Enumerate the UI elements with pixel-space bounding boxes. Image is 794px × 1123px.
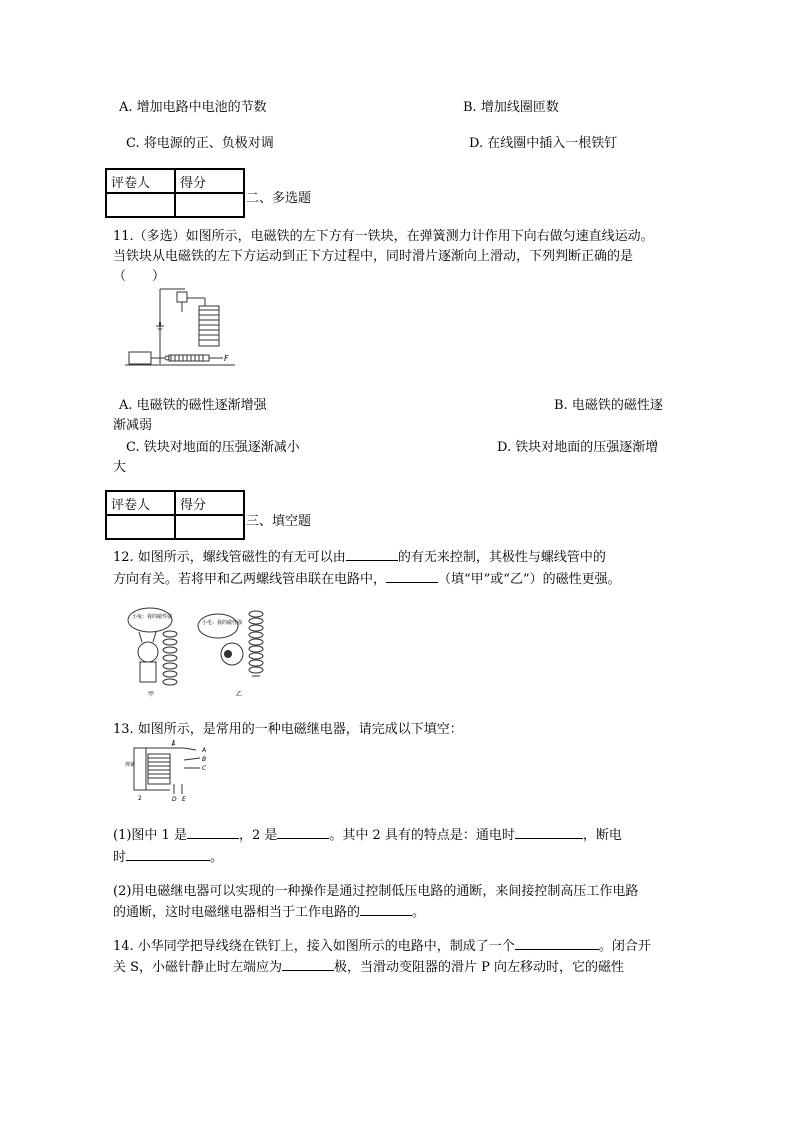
q12-line2-part2: （填“甲”或“乙”）的磁性更强。	[438, 572, 621, 587]
q13-fig-label-e: E	[182, 796, 186, 802]
q13-part1-text-c: 。其中 2 具有的特点是：通电时	[329, 828, 515, 843]
section3-title: 三、填空题	[246, 514, 312, 529]
q13-relay-figure	[124, 738, 216, 802]
q13-fig-label-a: A	[202, 747, 207, 754]
q12-line2-part1: 方向有关。若将甲和乙两螺线管串联在电路中，	[113, 572, 387, 587]
q13-blank-1[interactable]	[187, 826, 239, 839]
q13-part2-line1: (2)用电磁继电器可以实现的一种操作是通过控制低压电路的通断，来间接控制高压工作电路	[113, 884, 639, 899]
q14-line1-part2: 。闭合开	[598, 939, 651, 954]
score-cell-score[interactable]	[175, 515, 244, 539]
q12-bubble-right: 小毛：我的磁性强	[202, 620, 243, 626]
q11-line3: （ ）	[113, 269, 166, 284]
q13-part1-line1	[113, 824, 622, 843]
score-label-grader: 评卷人	[106, 491, 175, 515]
q13-part1-text-b: ，2 是	[238, 828, 278, 843]
q12-line1-part2: 的有无来控制，其极性与螺线管中的	[397, 550, 606, 565]
q13-part1-text-d: ，断电	[582, 828, 622, 843]
q11-figure-label-f: F	[224, 354, 229, 363]
score-label-score: 得分	[175, 491, 244, 515]
score-cell-score[interactable]	[175, 193, 244, 217]
q14-line2	[113, 956, 624, 975]
q10-option-b: B. 增加线圈匝数	[463, 100, 559, 115]
q13-blank-2[interactable]	[277, 826, 329, 839]
q13-intro: 13. 如图所示，是常用的一种电磁继电器，请完成以下填空：	[113, 722, 463, 737]
score-label-grader: 评卷人	[106, 169, 175, 193]
q13-blank-5[interactable]	[360, 903, 412, 916]
q11-option-b-cont: 渐减弱	[113, 418, 153, 433]
q13-fig-label-b: B	[202, 756, 207, 763]
q13-fig-label-c: C	[202, 765, 207, 772]
q13-part1-text-f: 。	[210, 850, 224, 865]
q13-fig-label-d: D	[172, 796, 177, 802]
q14-line1	[113, 935, 651, 954]
q13-part2-line2	[113, 901, 425, 920]
q13-part2-text-a: 的通断，这时电磁继电器相当于工作电路的	[113, 905, 361, 920]
q10-option-c: C. 将电源的正、负极对调	[126, 136, 274, 151]
q14-line1-part1: 14. 小华同学把导线绕在铁钉上，接入如图所示的电路中，制成了一个	[113, 939, 515, 954]
q11-line1: 11.（多选）如图所示，电磁铁的左下方有一铁块，在弹簧测力计作用下向右做匀速直线运动。	[113, 229, 654, 244]
q12-bubble-left: 小兔：我的磁性强	[132, 614, 173, 620]
q13-part1-text-e: 时	[113, 850, 127, 865]
q12-blank-1[interactable]	[346, 548, 398, 561]
q11-line2: 当铁块从电磁铁的左下方运动到正下方过程中，同时滑片逐渐向上滑动，下列判断正确的是	[113, 249, 634, 264]
q11-option-d-cont: 大	[113, 460, 127, 475]
q14-blank-2[interactable]	[282, 958, 334, 971]
q11-option-a: A. 电磁铁的磁性逐渐增强	[119, 398, 267, 413]
q11-option-b: B. 电磁铁的磁性逐	[554, 398, 663, 413]
q13-part1-text-a: (1)图中 1 是	[113, 828, 187, 843]
q13-part1-line2	[113, 846, 223, 865]
q11-electromagnet-figure	[125, 284, 240, 372]
q13-blank-3[interactable]	[515, 826, 583, 839]
q14-line2-part1: 关 S，小磁针静止时左端应为	[113, 960, 283, 975]
q12-line1-part1: 12. 如图所示，螺线管磁性的有无可以由	[113, 550, 346, 565]
q13-blank-4[interactable]	[126, 848, 210, 861]
q10-option-d: D. 在线圈中插入一根铁钉	[469, 136, 618, 151]
score-box-section2	[105, 168, 245, 218]
q13-fig-label-1: 1	[172, 740, 176, 747]
score-box-section3	[105, 490, 245, 540]
q12-solenoid-cartoon-figure	[120, 604, 280, 700]
q11-option-c: C. 铁块对地面的压强逐渐减小	[126, 440, 300, 455]
q11-option-d: D. 铁块对地面的压强逐渐增	[497, 440, 659, 455]
q13-fig-label-spring: 弹簧	[125, 762, 136, 768]
q12-line1	[113, 546, 606, 565]
q13-part2-text-b: 。	[412, 905, 426, 920]
q10-option-a: A. 增加电路中电池的节数	[119, 100, 267, 115]
q12-line2	[113, 568, 621, 587]
q14-blank-1[interactable]	[515, 937, 599, 950]
q12-label-jia: 甲	[148, 691, 155, 698]
q14-line2-part2: 极，当滑动变阻器的滑片 P 向左移动时，它的磁性	[334, 960, 625, 975]
score-cell-grader[interactable]	[106, 515, 175, 539]
section2-title: 二、多选题	[246, 191, 312, 206]
score-label-score: 得分	[175, 169, 244, 193]
q13-fig-label-2: 2	[138, 795, 142, 802]
q12-blank-2[interactable]	[386, 570, 438, 583]
score-cell-grader[interactable]	[106, 193, 175, 217]
q12-label-yi: 乙	[236, 691, 243, 698]
